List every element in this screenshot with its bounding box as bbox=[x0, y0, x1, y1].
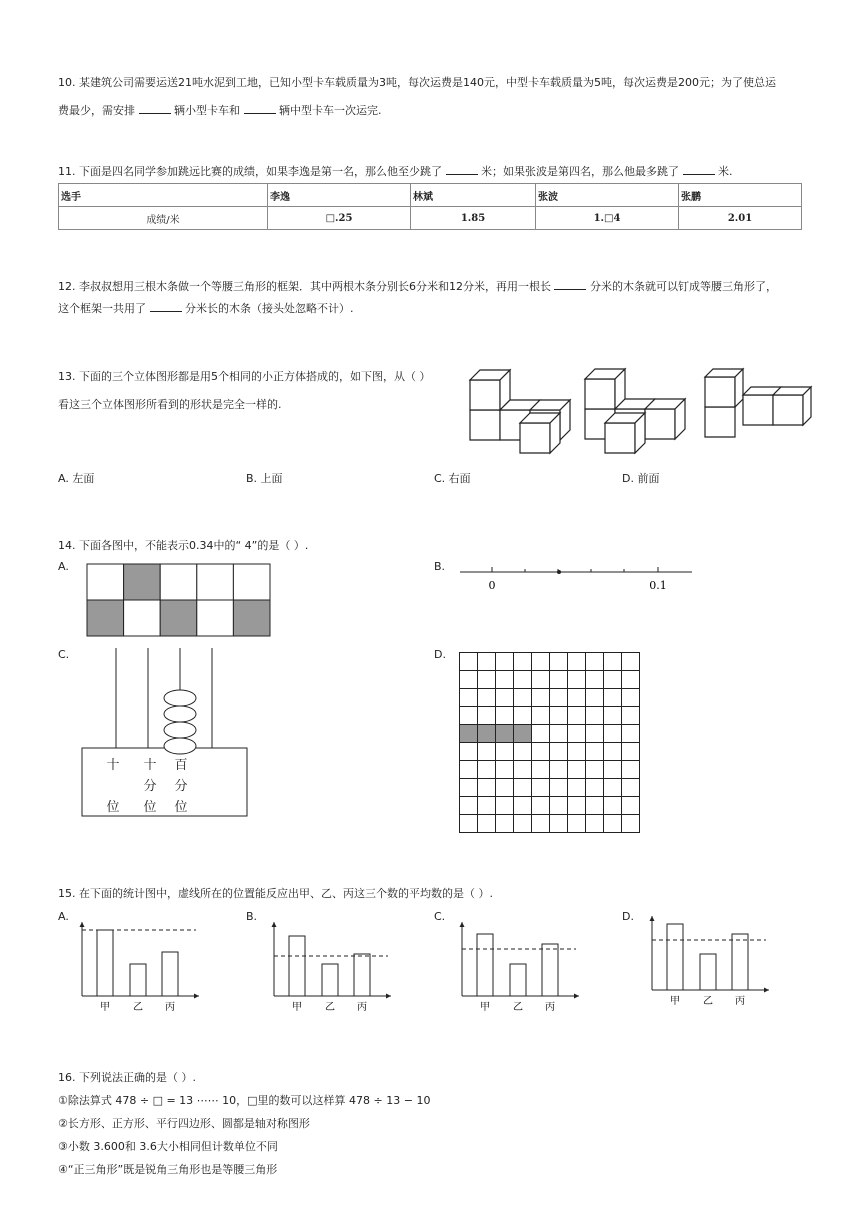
grid-square bbox=[514, 743, 532, 761]
bar bbox=[510, 964, 526, 996]
abacus-bead bbox=[164, 722, 196, 738]
statement-4: ④“正三角形”既是锐角三角形也是等腰三角形 bbox=[58, 1163, 278, 1176]
header-cell: 选手 bbox=[59, 184, 268, 207]
grid-square bbox=[460, 797, 478, 815]
grid-square bbox=[604, 725, 622, 743]
cube-figures bbox=[465, 365, 825, 455]
grid-square bbox=[460, 671, 478, 689]
question-16 bbox=[58, 1066, 430, 1181]
bar bbox=[162, 952, 178, 996]
option-d-label[interactable]: D. bbox=[622, 910, 634, 923]
grid-square bbox=[532, 707, 550, 725]
grid-square bbox=[550, 743, 568, 761]
q16-stem: 16. 下列说法正确的是（ ）. bbox=[58, 1071, 196, 1084]
answer-blank[interactable] bbox=[150, 300, 182, 312]
grid-square bbox=[496, 671, 514, 689]
grid-square bbox=[622, 725, 640, 743]
abacus-label: 位 bbox=[106, 800, 120, 815]
grid-square bbox=[478, 707, 496, 725]
q13-line2: 看这三个立体图形所看到的形状是完全一样的. bbox=[58, 398, 282, 411]
score-table bbox=[58, 183, 802, 230]
grid-square bbox=[604, 761, 622, 779]
option-a-label[interactable]: A. bbox=[58, 910, 69, 923]
statement-3: ③小数 3.600和 3.6大小相同但计数单位不同 bbox=[58, 1140, 278, 1153]
answer-blank[interactable] bbox=[554, 278, 586, 290]
grid-square bbox=[622, 707, 640, 725]
answer-blank[interactable] bbox=[139, 102, 171, 114]
table-cell: 2.01 bbox=[679, 207, 802, 230]
option-a[interactable]: A. 左面 bbox=[58, 472, 95, 485]
grid-cell bbox=[124, 564, 161, 600]
answer-blank[interactable] bbox=[683, 163, 715, 175]
grid-square bbox=[532, 725, 550, 743]
grid-square bbox=[550, 725, 568, 743]
grid-square bbox=[496, 689, 514, 707]
bar bbox=[354, 954, 370, 996]
grid-square bbox=[532, 653, 550, 671]
grid-square bbox=[568, 725, 586, 743]
grid-square bbox=[514, 653, 532, 671]
bar bbox=[322, 964, 338, 996]
grid-square bbox=[478, 797, 496, 815]
grid-square bbox=[586, 671, 604, 689]
grid-square bbox=[568, 761, 586, 779]
question-15: 15. 在下面的统计图中，虚线所在的位置能反应出甲、乙、丙这三个数的平均数的是（ ）. bbox=[58, 887, 493, 900]
grid-square bbox=[568, 743, 586, 761]
grid-cell bbox=[124, 600, 161, 636]
statement-1: ①除法算式 478 ÷ □ = 13 ⋯⋯ 10，□里的数可以这样算 478 ÷ 13 − 10 bbox=[58, 1094, 431, 1107]
grid-square bbox=[514, 689, 532, 707]
grid-cell bbox=[233, 600, 270, 636]
bar bbox=[667, 924, 683, 990]
bar-chart-b bbox=[266, 918, 406, 1018]
option-c[interactable]: C. 右面 bbox=[434, 472, 471, 485]
abacus-label: 分 bbox=[143, 779, 157, 794]
abacus-bead bbox=[164, 706, 196, 722]
grid-square bbox=[460, 725, 478, 743]
header-cell: 李逸 bbox=[268, 184, 411, 207]
grid-square bbox=[550, 779, 568, 797]
bar bbox=[542, 944, 558, 996]
grid-square bbox=[622, 761, 640, 779]
q12-line2: 这个框架一共用了 分米长的木条（接头处忽略不计）. bbox=[58, 302, 354, 315]
grid-square bbox=[460, 653, 478, 671]
grid-square bbox=[604, 743, 622, 761]
option-c-label[interactable]: C. bbox=[434, 910, 446, 923]
grid-square bbox=[514, 725, 532, 743]
grid-square bbox=[550, 815, 568, 833]
grid-square bbox=[604, 815, 622, 833]
abacus-label: 十 bbox=[106, 758, 120, 773]
grid-square bbox=[604, 671, 622, 689]
grid-square bbox=[568, 671, 586, 689]
grid-square bbox=[550, 707, 568, 725]
grid-square bbox=[550, 671, 568, 689]
bar bbox=[700, 954, 716, 990]
category-label: 甲 bbox=[292, 1002, 302, 1013]
grid-square bbox=[496, 743, 514, 761]
answer-blank[interactable] bbox=[446, 163, 478, 175]
grid-square bbox=[478, 743, 496, 761]
abacus-label: 位 bbox=[174, 800, 188, 815]
option-a-label[interactable]: A. bbox=[58, 560, 69, 573]
grid-cell bbox=[87, 600, 124, 636]
category-label: 乙 bbox=[703, 996, 713, 1007]
header-cell: 林斌 bbox=[411, 184, 536, 207]
bar-chart-a bbox=[74, 918, 214, 1018]
grid-square bbox=[496, 815, 514, 833]
bar bbox=[97, 930, 113, 996]
grid-square bbox=[532, 815, 550, 833]
header-cell: 张鹏 bbox=[679, 184, 802, 207]
grid-square bbox=[532, 689, 550, 707]
grid-square bbox=[514, 797, 532, 815]
grid-square bbox=[460, 779, 478, 797]
bar-chart-d bbox=[644, 912, 784, 1012]
question-14: 14. 下面各图中，不能表示0.34中的“ 4”的是（ ）. bbox=[58, 539, 309, 552]
grid-square bbox=[478, 689, 496, 707]
category-label: 乙 bbox=[325, 1002, 335, 1013]
question-11: 11. 下面是四名同学参加跳远比赛的成绩，如果李逸是第一名，那么他至少跳了 米；如果张波是第四名，那么他最多跳了 米. bbox=[58, 165, 733, 178]
table-cell: 1.85 bbox=[411, 207, 536, 230]
grid-square bbox=[550, 653, 568, 671]
cube-figure-2 bbox=[585, 369, 685, 453]
grid-square bbox=[586, 797, 604, 815]
grid-square bbox=[622, 797, 640, 815]
grid-square bbox=[568, 815, 586, 833]
grid-square bbox=[514, 761, 532, 779]
grid-square bbox=[604, 779, 622, 797]
category-label: 乙 bbox=[133, 1002, 143, 1013]
option-c-label[interactable]: C. bbox=[58, 648, 70, 661]
grid-square bbox=[532, 779, 550, 797]
question-12 bbox=[58, 276, 777, 320]
grid-square bbox=[496, 653, 514, 671]
option-b[interactable]: B. 上面 bbox=[246, 472, 283, 485]
grid-square bbox=[586, 815, 604, 833]
abacus-label: 位 bbox=[143, 800, 157, 815]
q13-line1: 13. 下面的三个立体图形都是用5个相同的小正方体搭成的，如下图，从（ ） bbox=[58, 370, 431, 383]
bar-chart-c bbox=[454, 918, 594, 1018]
abacus-label: 分 bbox=[174, 779, 188, 794]
grid-square bbox=[514, 671, 532, 689]
grid-square bbox=[586, 761, 604, 779]
grid-square bbox=[586, 689, 604, 707]
grid-square bbox=[514, 707, 532, 725]
bar bbox=[732, 934, 748, 990]
option-d-label[interactable]: D. bbox=[434, 648, 446, 661]
category-label: 丙 bbox=[165, 1002, 175, 1013]
grid-square bbox=[568, 779, 586, 797]
grid-square bbox=[550, 761, 568, 779]
number-line-point bbox=[557, 570, 561, 574]
grid-square bbox=[514, 779, 532, 797]
category-label: 乙 bbox=[513, 1002, 523, 1013]
category-label: 甲 bbox=[670, 996, 680, 1007]
grid-square bbox=[460, 743, 478, 761]
q12-line1: 12. 李叔叔想用三根木条做一个等腰三角形的框架．其中两根木条分别长6分米和12分米，再用一根长 分米的木条就可以钉成等腰三角形了， bbox=[58, 280, 777, 293]
grid-square bbox=[514, 815, 532, 833]
grid-square bbox=[496, 761, 514, 779]
cube-figure-3 bbox=[705, 369, 811, 437]
grid-square bbox=[622, 815, 640, 833]
grid-figure-a bbox=[86, 563, 270, 637]
option-b-label[interactable]: B. bbox=[434, 560, 446, 573]
grid-square bbox=[496, 725, 514, 743]
grid-square bbox=[496, 707, 514, 725]
grid-square bbox=[532, 671, 550, 689]
number-line-end: 0.1 bbox=[649, 579, 667, 592]
abacus-label: 百 bbox=[174, 758, 188, 773]
hundred-grid bbox=[459, 652, 641, 834]
grid-square bbox=[622, 653, 640, 671]
table-cell: □.25 bbox=[268, 207, 411, 230]
grid-square bbox=[622, 689, 640, 707]
grid-square bbox=[586, 725, 604, 743]
grid-square bbox=[604, 689, 622, 707]
category-label: 丙 bbox=[357, 1002, 367, 1013]
bar bbox=[477, 934, 493, 996]
table-cell: 成绩/米 bbox=[59, 207, 268, 230]
grid-square bbox=[586, 779, 604, 797]
grid-square bbox=[478, 779, 496, 797]
table-row bbox=[59, 207, 802, 230]
option-b-label[interactable]: B. bbox=[246, 910, 258, 923]
header-cell: 张波 bbox=[536, 184, 679, 207]
bar bbox=[130, 964, 146, 996]
grid-square bbox=[550, 797, 568, 815]
grid-square bbox=[568, 707, 586, 725]
cube-figure-1 bbox=[470, 370, 570, 453]
answer-blank[interactable] bbox=[244, 102, 276, 114]
abacus-bead bbox=[164, 690, 196, 706]
grid-square bbox=[532, 797, 550, 815]
grid-square bbox=[532, 743, 550, 761]
grid-cell bbox=[197, 600, 234, 636]
grid-square bbox=[478, 815, 496, 833]
grid-square bbox=[622, 743, 640, 761]
grid-square bbox=[586, 743, 604, 761]
grid-cell bbox=[233, 564, 270, 600]
number-line-start: 0 bbox=[488, 579, 496, 592]
grid-cell bbox=[160, 564, 197, 600]
question-10 bbox=[58, 72, 776, 122]
grid-square bbox=[478, 725, 496, 743]
grid-square bbox=[604, 707, 622, 725]
grid-square bbox=[496, 779, 514, 797]
grid-square bbox=[478, 761, 496, 779]
q10-line2: 费最少，需安排 辆小型卡车和 辆中型卡车一次运完. bbox=[58, 104, 382, 117]
grid-square bbox=[568, 797, 586, 815]
grid-square bbox=[496, 797, 514, 815]
grid-square bbox=[478, 653, 496, 671]
abacus-label: 十 bbox=[143, 758, 157, 773]
grid-square bbox=[622, 779, 640, 797]
question-13 bbox=[58, 366, 430, 416]
category-label: 丙 bbox=[735, 996, 745, 1007]
q10-line1: 10. 某建筑公司需要运送21吨水泥到工地，已知小型卡车载质量为3吨，每次运费是140元，中型卡车载质量为5吨，每次运费是200元；为了使总运 bbox=[58, 76, 776, 89]
grid-cell bbox=[87, 564, 124, 600]
category-label: 甲 bbox=[100, 1002, 110, 1013]
grid-square bbox=[460, 761, 478, 779]
grid-cell bbox=[197, 564, 234, 600]
grid-square bbox=[586, 707, 604, 725]
option-d[interactable]: D. 前面 bbox=[622, 472, 660, 485]
category-label: 甲 bbox=[480, 1002, 490, 1013]
grid-square bbox=[604, 797, 622, 815]
grid-square bbox=[460, 689, 478, 707]
grid-square bbox=[550, 689, 568, 707]
number-line bbox=[458, 563, 698, 593]
grid-square bbox=[532, 761, 550, 779]
abacus-bead bbox=[164, 738, 196, 754]
abacus bbox=[80, 648, 250, 818]
grid-cell bbox=[160, 600, 197, 636]
table-cell: 1.□4 bbox=[536, 207, 679, 230]
grid-square bbox=[568, 653, 586, 671]
grid-square bbox=[460, 815, 478, 833]
statement-2: ②长方形、正方形、平行四边形、圆都是轴对称图形 bbox=[58, 1117, 310, 1130]
bar bbox=[289, 936, 305, 996]
grid-square bbox=[622, 671, 640, 689]
table-header-row bbox=[59, 184, 802, 207]
grid-square bbox=[478, 671, 496, 689]
grid-square bbox=[586, 653, 604, 671]
category-label: 丙 bbox=[545, 1002, 555, 1013]
grid-square bbox=[568, 689, 586, 707]
grid-square bbox=[460, 707, 478, 725]
grid-square bbox=[604, 653, 622, 671]
